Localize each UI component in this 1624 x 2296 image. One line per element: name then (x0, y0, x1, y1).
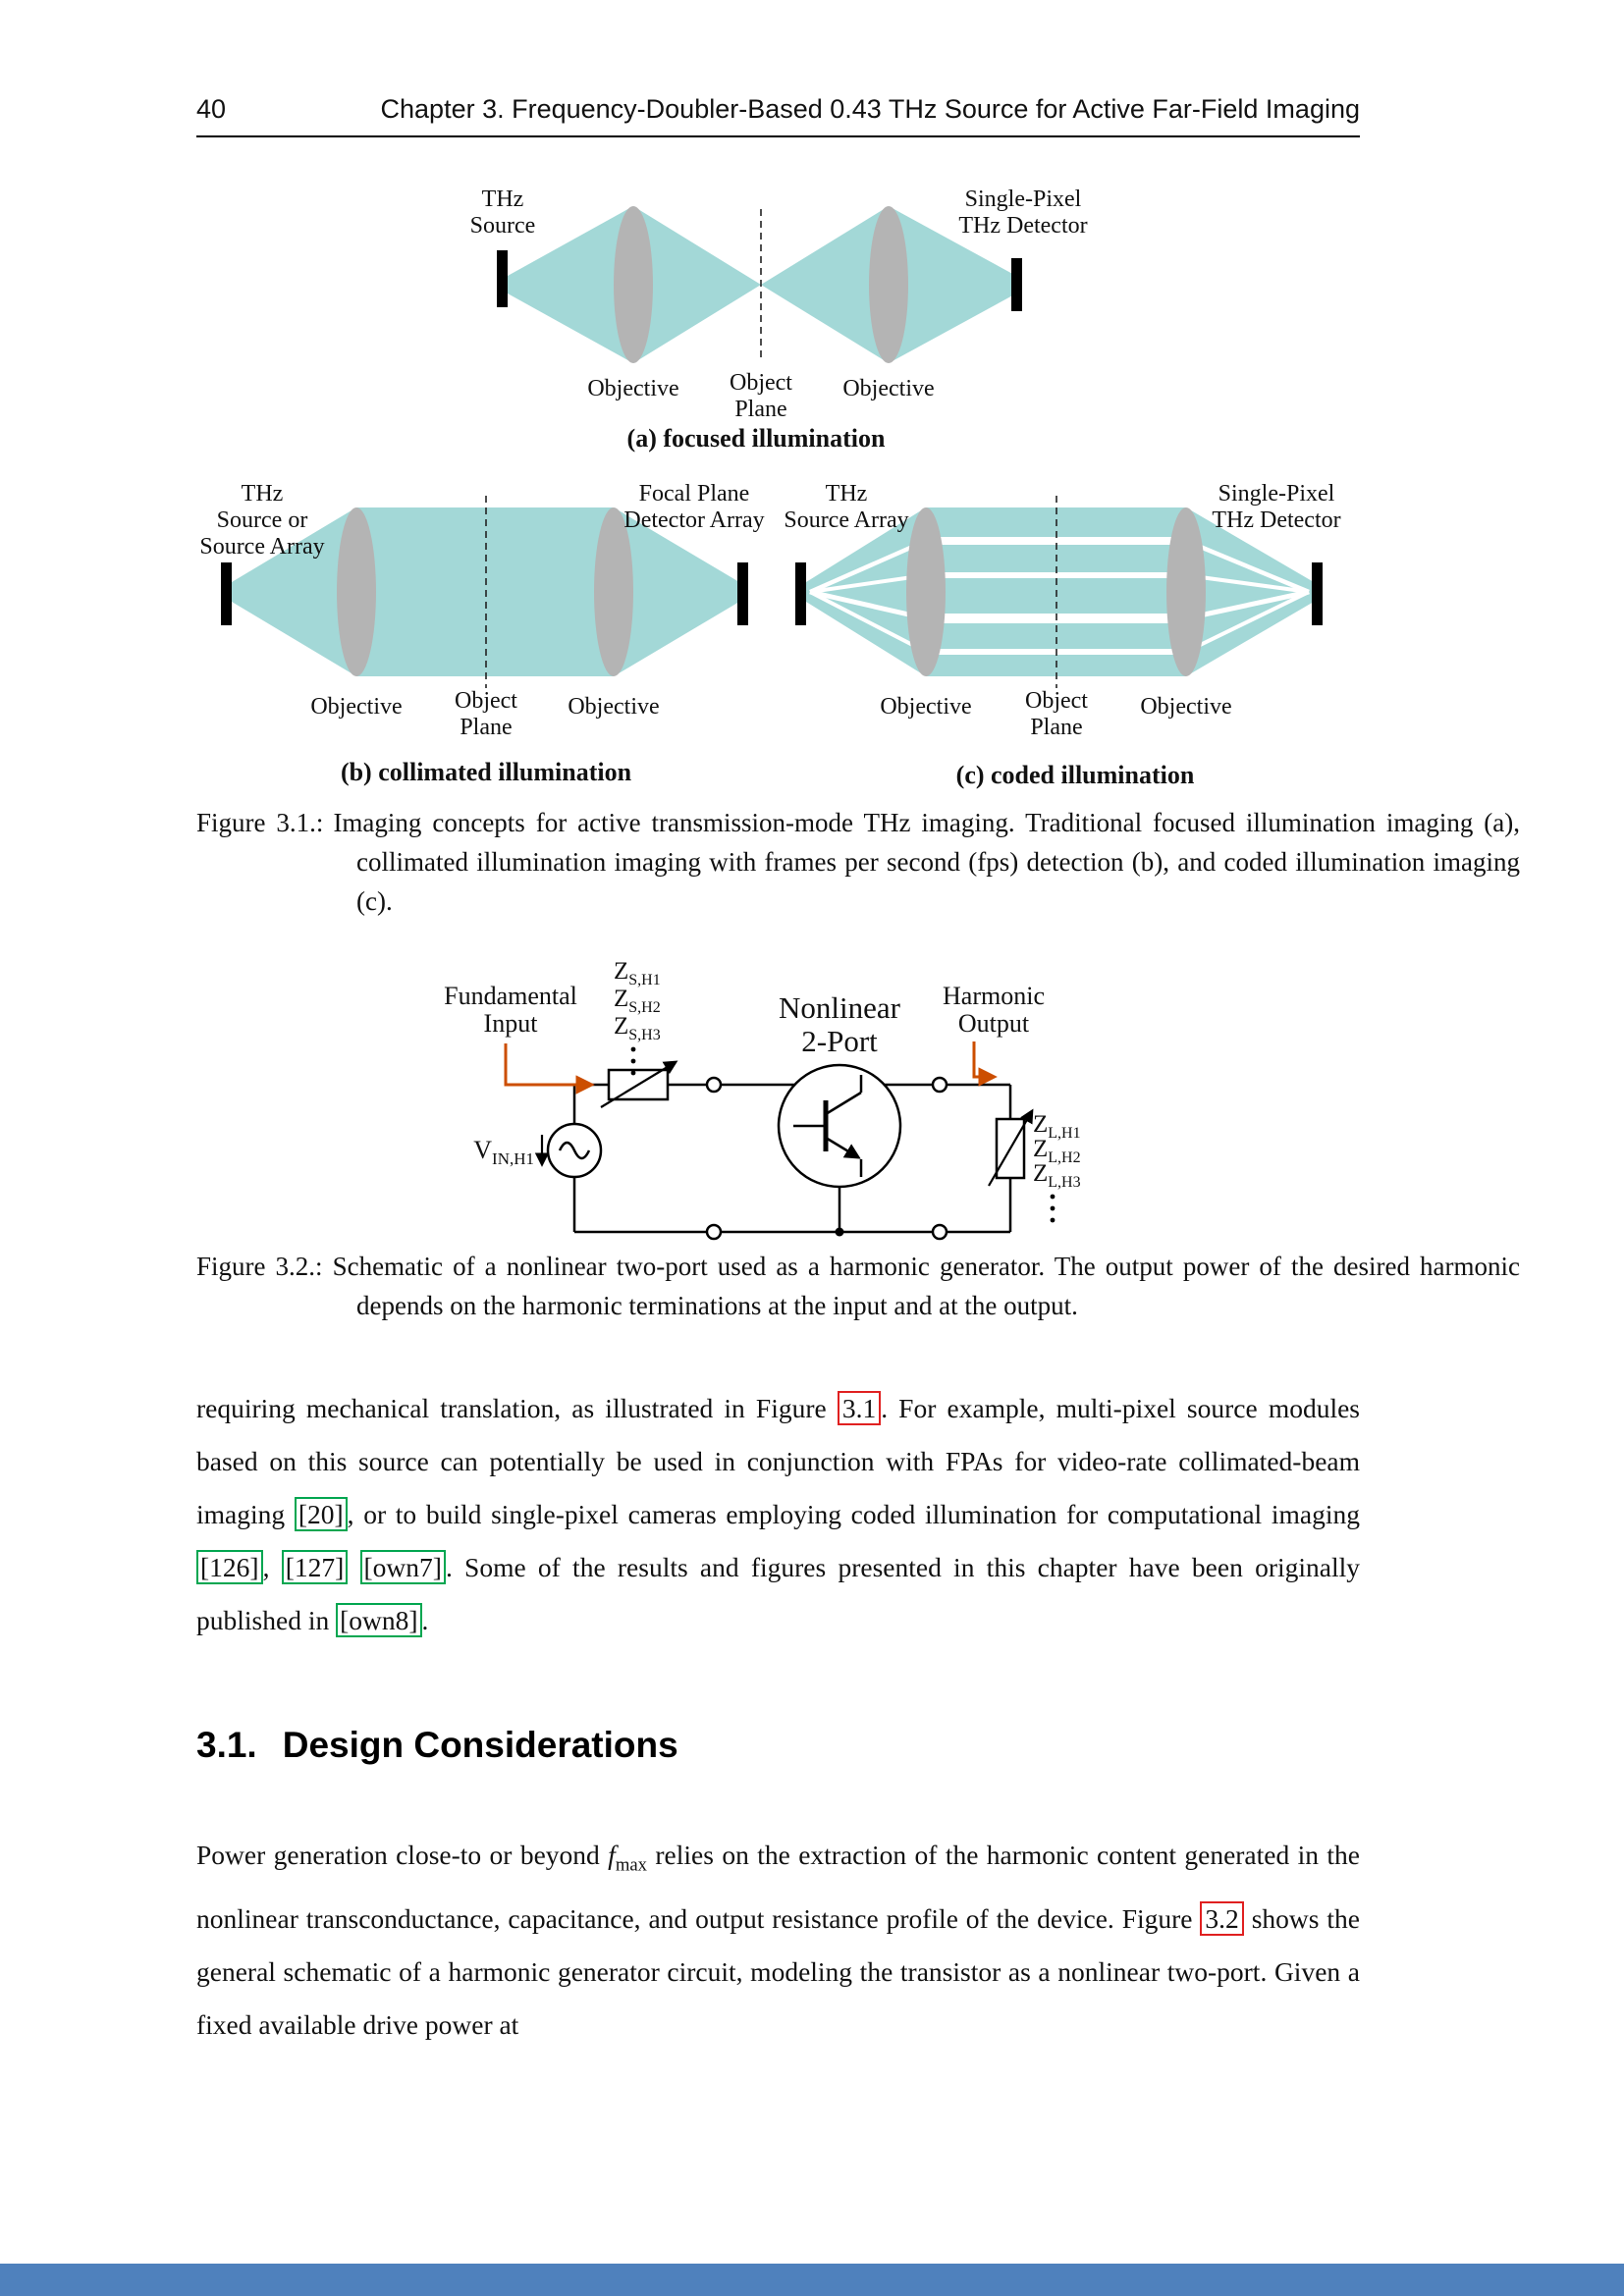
header-rule (196, 135, 1360, 137)
zs3-main: Z (614, 1013, 629, 1040)
fundamental-input-arrow (506, 1043, 591, 1085)
figure-c-coded-illumination (781, 476, 1370, 761)
paragraph-text: requiring mechanical translation, as illustrated in Figure (196, 1393, 838, 1423)
detector-label-line2: THz Detector (958, 213, 1088, 239)
paragraph-text: . For example, multi-pixel source modules based on this source can potentially be used in conjunction with FPAs for video-rate collimated-beam imaging (196, 1393, 1361, 1529)
running-header (196, 94, 1360, 125)
detector-bar (1312, 562, 1323, 625)
objective-label-right: Objective (1140, 694, 1232, 720)
port2-top-terminal (933, 1078, 947, 1092)
object-plane-label-line2: Plane (1030, 715, 1083, 740)
source-bar (795, 562, 806, 625)
page-number: 40 (196, 94, 227, 124)
object-plane-label-line1: Object (1025, 688, 1088, 714)
source-label-line2: Source (469, 213, 536, 239)
zl2-main: Z (1033, 1136, 1049, 1162)
figure-ref-link[interactable]: 3.2 (1200, 1901, 1243, 1936)
section-number: 3.1. (196, 1725, 257, 1765)
zs-label-1 (614, 958, 661, 988)
source-bar (497, 250, 508, 307)
figure-3-2-caption-label: Figure 3.2.: (196, 1252, 323, 1281)
source-label-line1: THz (241, 481, 284, 507)
zs2-sub: S,H2 (628, 999, 661, 1016)
objective-label-right: Objective (568, 694, 660, 720)
source-label-line2: Source Array (784, 507, 909, 533)
harmonic-output-label-line1: Harmonic (943, 982, 1045, 1010)
subcaption-c: (c) coded illumination (955, 761, 1195, 789)
bottom-bar (0, 2264, 1624, 2296)
objective-label-left: Objective (587, 376, 679, 401)
detector-bar (737, 562, 748, 625)
objective-lens-left (614, 206, 653, 363)
zl1-sub: L,H1 (1048, 1125, 1081, 1142)
citation-link[interactable]: [own7] (360, 1550, 446, 1584)
paragraph-text: , (262, 1552, 282, 1582)
zs1-sub: S,H1 (628, 972, 661, 988)
harmonic-output-arrow (974, 1041, 994, 1077)
chapter-title: Chapter 3. Frequency-Doubler-Based 0.43 THz Source for Active Far-Field Imaging (380, 94, 1360, 124)
section-title: Design Considerations (282, 1725, 678, 1765)
detector-bar (1011, 258, 1022, 311)
figure-3-1-caption-label: Figure 3.1.: (196, 808, 324, 837)
paragraph-text: . (421, 1605, 429, 1635)
vin-main: V (473, 1136, 493, 1164)
zl3-sub: L,H3 (1048, 1174, 1081, 1191)
zl3-main: Z (1033, 1160, 1049, 1187)
paragraph-text: . Some of the results and figures presented in this chapter have been originally published in (196, 1552, 1360, 1635)
paragraph-text (348, 1552, 359, 1582)
fmax-subscript: max (615, 1854, 647, 1876)
citation-link[interactable]: [126] (196, 1550, 263, 1584)
objective-lens-right (869, 206, 908, 363)
objective-label-left: Objective (310, 694, 403, 720)
detector-label-line2: THz Detector (1212, 507, 1341, 533)
object-plane-label-line2: Plane (460, 715, 513, 740)
vin-label (473, 1136, 534, 1168)
subcaption-a: (a) focused illumination (626, 424, 886, 453)
zl-ellipsis-dots (1051, 1195, 1056, 1223)
figure-3-1-caption (196, 803, 1520, 921)
zs-label-2 (614, 986, 661, 1016)
figure-3-1-caption-text: Imaging concepts for active transmission-mode THz imaging. Traditional focused illumination imaging (a), collimated illumination imaging with frames per second (fps) detection (b), and coded illumination imaging (c). (333, 808, 1520, 916)
objective-label-right: Objective (842, 376, 935, 401)
two-port-title-line1: Nonlinear (779, 990, 900, 1025)
port1-bottom-terminal (707, 1225, 721, 1239)
citation-link[interactable]: [own8] (336, 1603, 421, 1637)
harmonic-output-label-line2: Output (957, 1009, 1030, 1038)
figure-3-2-caption-text: Schematic of a nonlinear two-port used as a harmonic generator. The output power of the desired harmonic depends on the harmonic terminations at the input and at the output. (332, 1252, 1520, 1320)
figure-a-focused-illumination (442, 182, 1110, 427)
body-paragraph-1 (196, 1382, 1360, 1647)
source-label-line1: THz (481, 187, 524, 212)
object-plane-label-line2: Plane (734, 397, 787, 422)
zs-label-3 (614, 1013, 661, 1043)
objective-lens-right (1166, 507, 1206, 676)
source-label-line2: Source or (216, 507, 308, 533)
figure-3-2-schematic (432, 947, 1178, 1252)
fundamental-input-label-line1: Fundamental (444, 982, 577, 1010)
citation-link[interactable]: [20] (295, 1497, 348, 1531)
beam-collimated (356, 507, 614, 676)
fmax-symbol: f (608, 1840, 616, 1870)
detector-label-line1: Focal Plane (638, 481, 750, 507)
paragraph-text: shows the general schematic of a harmonic generator circuit, modeling the transistor as a nonlinear two-port. Given a fixed available drive power at (196, 1902, 1360, 2040)
body-paragraph-2 (196, 1829, 1360, 2052)
zs1-main: Z (614, 958, 629, 985)
vin-sub: IN,H1 (492, 1149, 534, 1168)
two-port-title-line2: 2-Port (801, 1024, 878, 1058)
subcaption-b: (b) collimated illumination (340, 758, 632, 786)
detector-label-line1: Single-Pixel (1218, 481, 1335, 507)
beam-group (508, 206, 1016, 363)
objective-label-left: Objective (880, 694, 972, 720)
zs2-main: Z (614, 986, 629, 1012)
zl2-sub: L,H2 (1048, 1149, 1081, 1166)
fundamental-input-label-line2: Input (483, 1009, 538, 1038)
detector-label-line2: Detector Array (623, 507, 765, 533)
zs3-sub: S,H3 (628, 1027, 661, 1043)
object-plane-label-line1: Object (730, 370, 792, 396)
port2-bottom-terminal (933, 1225, 947, 1239)
zl1-main: Z (1033, 1111, 1049, 1138)
figure-3-2-caption (196, 1247, 1520, 1325)
detector-label-line1: Single-Pixel (964, 187, 1082, 212)
objective-lens-left (337, 507, 376, 676)
paragraph-text: Power generation close-to or beyond (196, 1840, 609, 1870)
paragraph-text: relies on the extraction of the harmonic content generated in the nonlinear transconductance, capacitance, and output resistance profile of the device. Figure (196, 1840, 1360, 1934)
section-heading (196, 1725, 678, 1766)
citation-link[interactable]: [127] (282, 1550, 349, 1584)
source-label-line1: THz (825, 481, 868, 507)
figure-b-collimated-illumination (191, 476, 781, 761)
source-bar (221, 562, 232, 625)
port1-top-terminal (707, 1078, 721, 1092)
figure-ref-link[interactable]: 3.1 (838, 1391, 881, 1425)
junction-dot (836, 1228, 844, 1237)
source-label-line3: Source Array (199, 534, 325, 560)
objective-lens-left (906, 507, 946, 676)
object-plane-label-line1: Object (455, 688, 517, 714)
paragraph-text: , or to build single-pixel cameras employing coded illumination for computational imaging (347, 1499, 1360, 1529)
